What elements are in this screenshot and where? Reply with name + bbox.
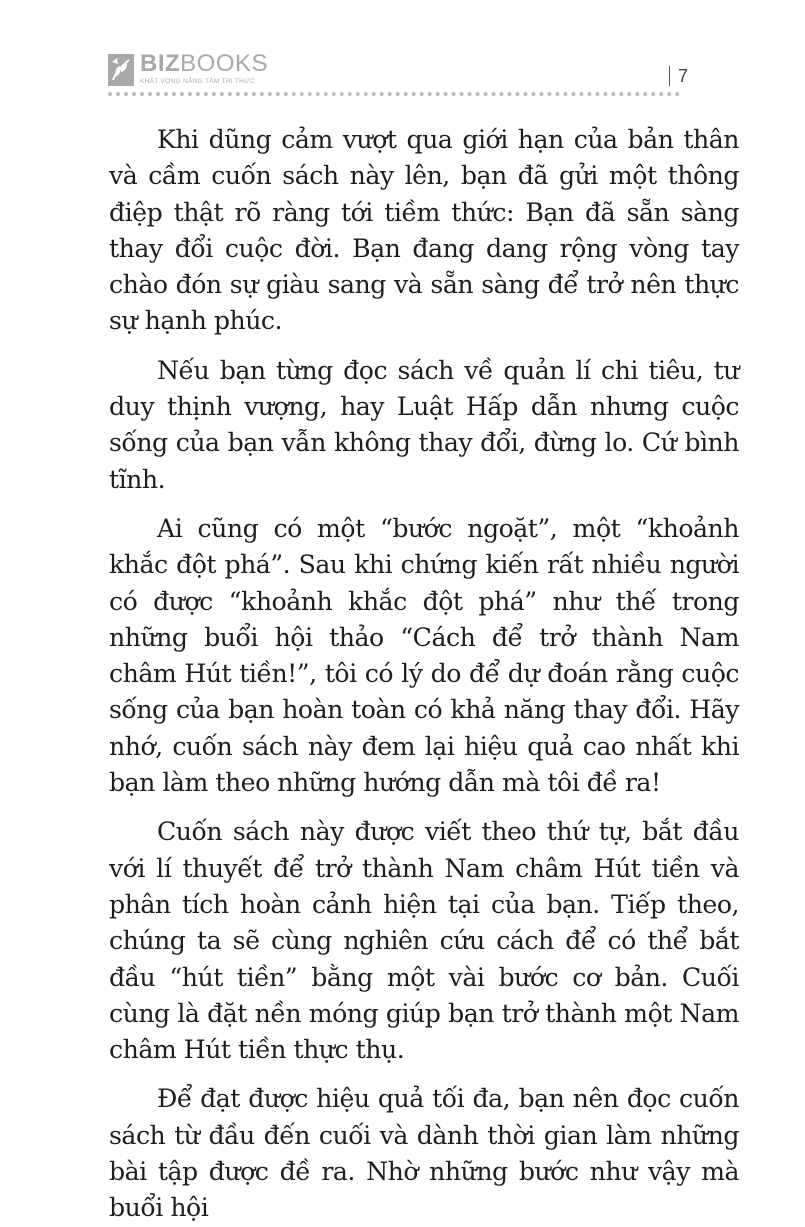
- brand-tagline: KHÁT VỌNG NÂNG TẦM TRI THỨC: [140, 78, 256, 85]
- paragraph: Để đạt được hiệu quả tối đa, bạn nên đọc cuốn sách từ đầu đến cuối và dành thời gian làm những bài tập được đề ra. Nhờ những bước như vậy mà buổi hội: [109, 1084, 739, 1223]
- page-number-area: [669, 66, 688, 86]
- paragraph: Cuốn sách này được viết theo thứ tự, bắt đầu với lí thuyết để trở thành Nam châm Hút tiền và phân tích hoàn cảnh hiện tại của bạn. Tiếp theo, chúng ta sẽ cùng nghiên cứu cách để có thể bắt đầu “hút tiền” bằng một vài bước cơ bản. Cuối cùng là đặt nền móng giúp bạn trở thành một Nam châm Hút tiền thực thụ.: [109, 817, 739, 1065]
- page-header: [108, 52, 688, 102]
- leaf-book-icon: [108, 54, 134, 86]
- logo-text: [140, 52, 268, 86]
- page-number: 7: [677, 66, 688, 86]
- brand-bold: BIZ: [140, 50, 181, 77]
- paragraph: Ai cũng có một “bước ngoặt”, một “khoảnh khắc đột phá”. Sau khi chứng kiến rất nhiều người có được “khoảnh khắc đột phá” như thế trong những buổi hội thảo “Cách để trở thành Nam châm Hút tiền!”, tôi có lý do để dự đoán rằng cuộc sống của bạn hoàn toàn có khả năng thay đổi. Hãy nhớ, cuốn sách này đem lại hiệu quả cao nhất khi bạn làm theo những hướng dẫn mà tôi đề ra!: [109, 513, 739, 798]
- brand-name: [140, 52, 268, 76]
- body-text: [109, 122, 739, 1227]
- publisher-logo: [108, 52, 268, 86]
- page-number-divider: [669, 66, 670, 86]
- paragraph: Khi dũng cảm vượt qua giới hạn của bản thân và cầm cuốn sách này lên, bạn đã gửi một thông điệp thật rõ ràng tới tiềm thức: Bạn đã sẵn sàng thay đổi cuộc đời. Bạn đang dang rộng vòng tay chào đón sự giàu sang và sẵn sàng để trở nên thực sự hạnh phúc.: [109, 125, 739, 336]
- brand-light: BOOKS: [180, 50, 269, 77]
- paragraph: Nếu bạn từng đọc sách về quản lí chi tiêu, tư duy thịnh vượng, hay Luật Hấp dẫn nhưng cuộc sống của bạn vẫn không thay đổi, đừng lo. Cứ bình tĩnh.: [109, 355, 739, 494]
- header-dotted-rule: [108, 92, 680, 96]
